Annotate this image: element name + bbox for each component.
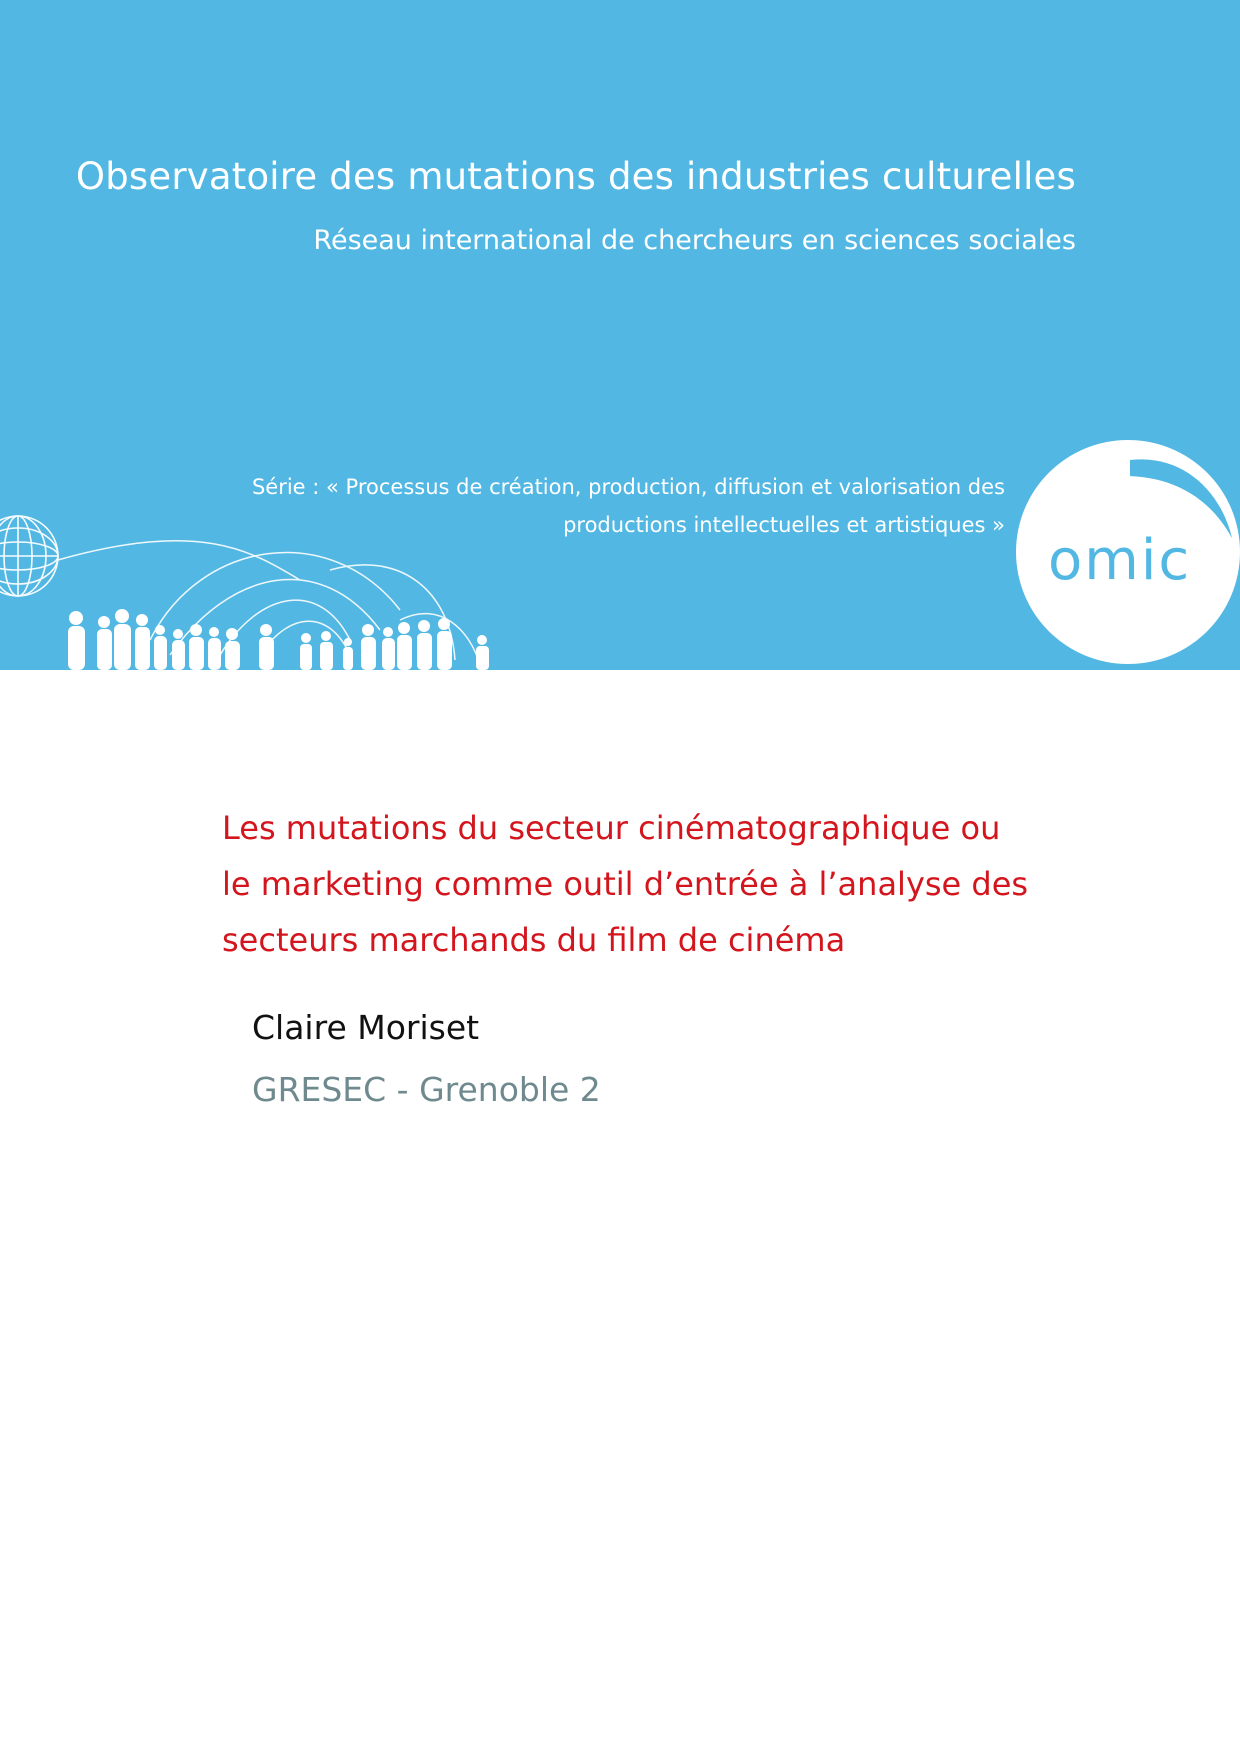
omic-logo-text: omic [1048, 528, 1192, 593]
organization-subtitle: Réseau international de chercheurs en sciences sociales [313, 225, 1076, 256]
document-title-line-3: secteurs marchands du film de cinéma [222, 921, 846, 959]
document-title-line-2: le marketing comme outil d’entrée à l’analyse des [222, 865, 1029, 903]
globe-icon [0, 516, 58, 596]
author-name: Claire Moriset [252, 1008, 480, 1047]
organization-title: Observatoire des mutations des industries culturelles [75, 155, 1076, 198]
document-title [222, 800, 1102, 968]
header-banner [0, 0, 1240, 670]
series-caption-line-1: Série : « Processus de création, production, diffusion et valorisation des [251, 475, 1005, 499]
series-caption-line-2: productions intellectuelles et artistiques » [563, 513, 1005, 537]
document-title-line-1: Les mutations du secteur cinématographique ou [222, 809, 1001, 847]
author-affiliation: GRESEC - Grenoble 2 [252, 1070, 601, 1109]
people-silhouettes-icon [0, 480, 520, 670]
